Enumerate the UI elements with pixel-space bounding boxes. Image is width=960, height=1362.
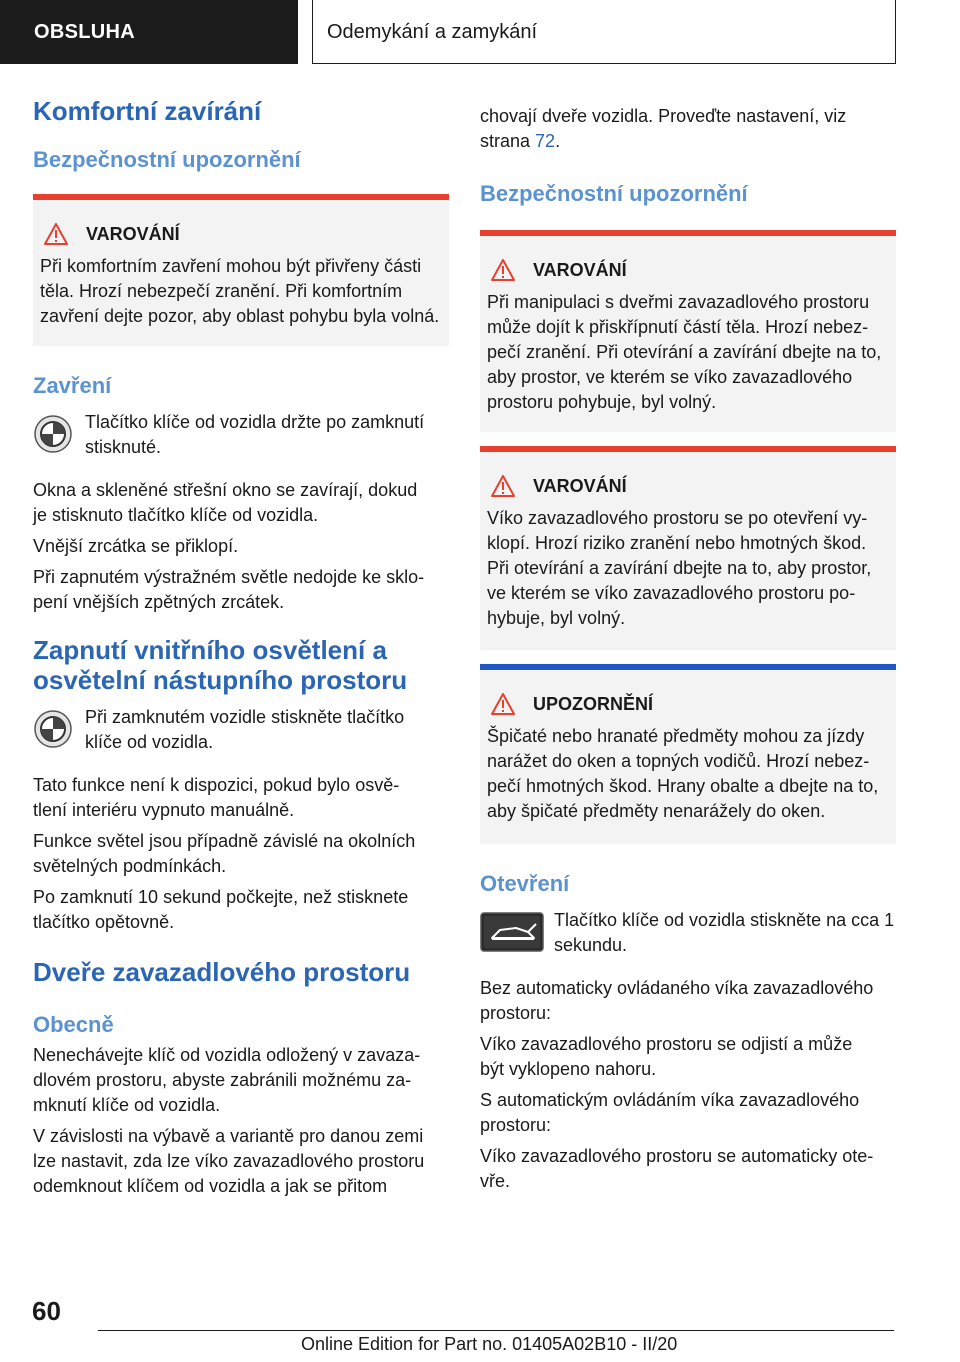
bmw-key-unlock-icon	[33, 709, 73, 749]
heading-zavreni: Zavření	[33, 373, 112, 398]
osvetleni-key-row	[33, 705, 449, 755]
warning-title-text: VAROVÁNÍ	[533, 260, 627, 280]
heading-obecne: Obecně	[33, 1012, 114, 1037]
heading-komfort: Komfortní zavírání	[33, 96, 262, 126]
para-zavislost: V závislosti na výbavě a variantě pro danou zemi lze nastavit, zda lze víko zavazadlového prostoru odemknout klíčem od vozidla a jak se přitom	[33, 1126, 425, 1196]
warning-title-2	[487, 258, 890, 282]
notice-title-text: UPOZORNĚNÍ	[533, 694, 654, 714]
zavreni-key-row	[33, 410, 449, 460]
page-number: 60	[32, 1296, 61, 1326]
warning-text-2: Při manipulaci s dveřmi zavazadlového prostoru může dojít k přiskřípnutí částí těla. Hrozí nebez-pečí zranění. Při otevírání a zavírání dbejte na to, aby prostor, ve kterém se víko zavazadlového prostoru pohybuje, byl volný.	[487, 292, 882, 412]
heading-osvetleni: Zapnutí vnitřního osvětlení a osvětelní nástupního prostoru	[33, 635, 408, 695]
left-column	[33, 96, 449, 1199]
tailgate-button-icon	[480, 912, 544, 952]
page-header	[0, 0, 960, 66]
heading-dvere: Dveře zavazadlového prostoru	[33, 957, 411, 987]
heading-safety-1: Bezpečnostní upozornění	[33, 147, 301, 172]
page-link-72[interactable]: 72	[535, 131, 556, 151]
warning-box-3	[480, 446, 896, 650]
warning-title-1	[40, 222, 443, 246]
otevreni-key-row	[480, 908, 896, 958]
para-zrcatka: Vnější zrcátka se přiklopí.	[33, 536, 239, 556]
para-nenechavejte: Nenechávejte klíč od vozidla odložený v zavaza-dlovém prostoru, abyste zabránili možnému za-mknutí klíče od vozidla.	[33, 1045, 421, 1115]
warning-triangle-icon	[44, 223, 68, 245]
warning-triangle-icon	[491, 475, 515, 497]
warning-triangle-icon	[491, 259, 515, 281]
right-column	[480, 100, 896, 1194]
para-funkce: Tato funkce není k dispozici, pokud bylo osvě-tlení interiéru vypnuto manuálně.	[33, 775, 400, 820]
notice-box	[480, 664, 896, 844]
para-okna: Okna a skleněné střešní okno se zavírají, dokud je stisknuto tlačítko klíče od vozidla.	[33, 480, 418, 525]
notice-text: Špičaté nebo hranaté předměty mohou za jízdy narážet do oken a topných vodičů. Hrozí nebez-pečí hmotných škod. Hrany obalte a dbejte na to, aby špičaté předměty nenarážely do oken.	[487, 726, 879, 821]
para-pokracovani-end: .	[555, 131, 561, 151]
para-s-auto: S automatickým ovládáním víka zavazadlového prostoru:	[480, 1090, 860, 1135]
otevreni-key-text: Tlačítko klíče od vozidla stiskněte na cca 1 sekundu.	[554, 910, 895, 955]
notice-title	[487, 692, 890, 716]
para-pokracovani	[480, 104, 880, 154]
para-automaticky: Víko zavazadlového prostoru se automaticky ote-vře.	[480, 1146, 874, 1191]
osvetleni-key-text: Při zamknutém vozidle stiskněte tlačítko klíče od vozidla.	[85, 707, 405, 752]
warning-text-1: Při komfortním zavření mohou být přivřeny části těla. Hrozí nebezpečí zranění. Při komfortním zavření dejte pozor, aby oblast pohybu byla volná.	[40, 256, 440, 326]
section-label: OBSLUHA	[0, 0, 298, 64]
para-vystrazne: Při zapnutém výstražném světle nedojde ke sklo-pení vnějších zpětných zrcátek.	[33, 567, 425, 612]
warning-box-2	[480, 230, 896, 432]
heading-safety-2: Bezpečnostní upozornění	[480, 181, 748, 206]
zavreni-key-text: Tlačítko klíče od vozidla držte po zamknutí stisknuté.	[85, 412, 425, 457]
warning-title-text: VAROVÁNÍ	[86, 224, 180, 244]
footer-edition: Online Edition for Part no. 01405A02B10 - II/20	[301, 1334, 678, 1354]
chapter-title: Odemykání a zamykání	[312, 0, 896, 64]
warning-title-3	[487, 474, 890, 498]
warning-title-text: VAROVÁNÍ	[533, 476, 627, 496]
warning-box-1	[33, 194, 449, 346]
warning-text-3: Víko zavazadlového prostoru se po otevření vy-klopí. Hrozí riziko zranění nebo hmotných škod. Při otevírání a zavírání dbejte na to, aby prostor, ve kterém se víko zavazadlového prostoru po-hybuje, byl volný.	[487, 508, 872, 628]
para-pokracovani-text: chovají dveře vozidla. Proveďte nastavení, viz strana	[480, 106, 847, 151]
para-zamknuti: Po zamknutí 10 sekund počkejte, než stisknete tlačítko opětovně.	[33, 887, 409, 932]
para-odjisti: Víko zavazadlového prostoru se odjistí a může být vyklopeno nahoru.	[480, 1034, 853, 1079]
bmw-key-lock-icon	[33, 414, 73, 454]
footer-divider	[98, 1330, 894, 1331]
notice-triangle-icon	[491, 693, 515, 715]
para-bez-auto: Bez automaticky ovládaného víka zavazadlového prostoru:	[480, 978, 874, 1023]
para-svetla: Funkce světel jsou případně závislé na okolních světelných podmínkách.	[33, 831, 416, 876]
heading-otevreni: Otevření	[480, 871, 570, 896]
